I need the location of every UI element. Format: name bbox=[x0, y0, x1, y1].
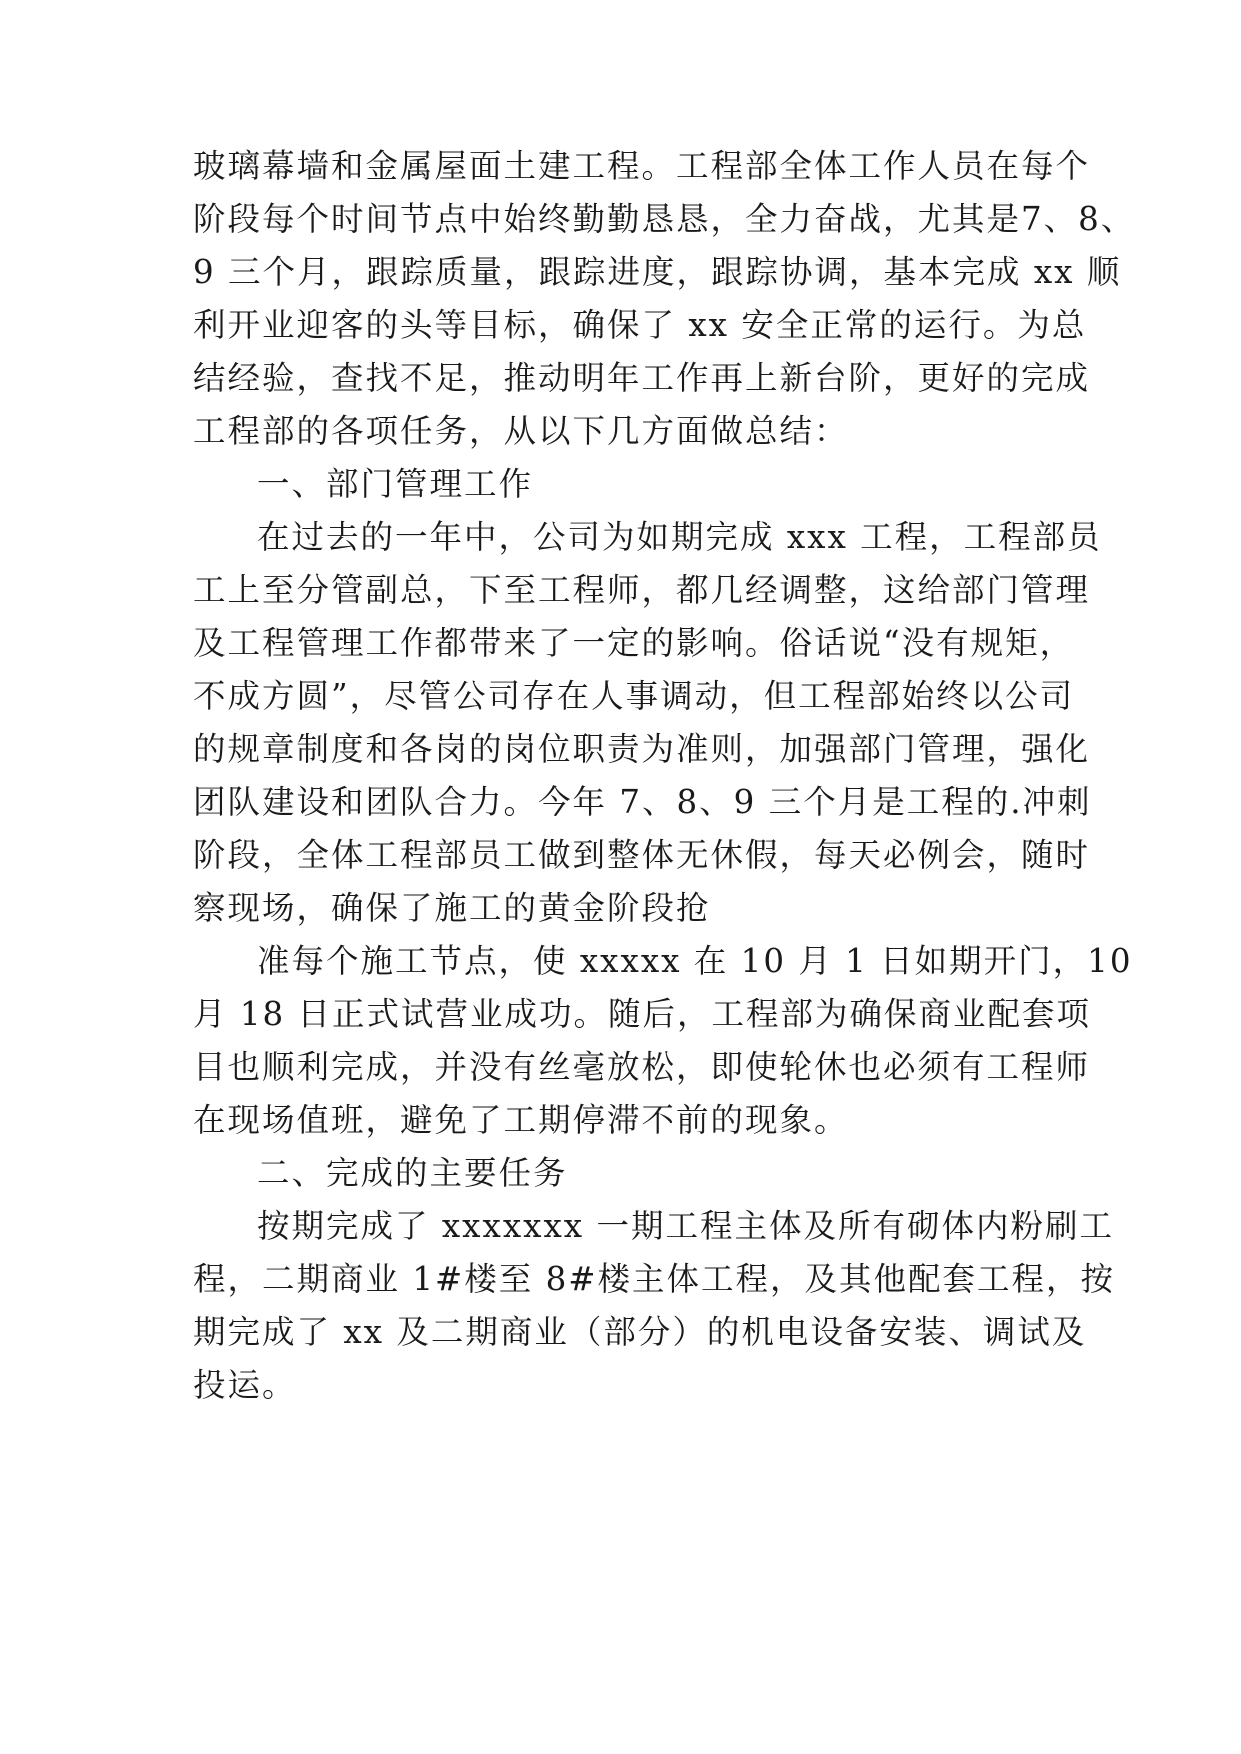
text-line: 察现场，确保了施工的黄金阶段抢 bbox=[193, 889, 711, 927]
text-line: 阶段每个时间节点中始终勤勤恳恳，全力奋战，尤其是7、8、 bbox=[193, 200, 1136, 238]
text-line: 的规章制度和各岗的岗位职责为准则，加强部门管理，强化 bbox=[193, 730, 1091, 768]
text-line: 在现场值班，避免了工期停滞不前的现象。 bbox=[193, 1101, 849, 1139]
text-line: 不成方圆”，尽管公司存在人事调动，但工程部始终以公司 bbox=[193, 677, 1075, 715]
text-line: 程，二期商业 1#楼至 8#楼主体工程，及其他配套工程，按 bbox=[193, 1260, 1115, 1298]
text-line: 准每个施工节点，使 xxxxx 在 10 月 1 日如期开门，10 bbox=[257, 942, 1133, 980]
text-line: 利开业迎客的头等目标，确保了 xx 安全正常的运行。为总 bbox=[193, 306, 1087, 344]
text-line: 投运。 bbox=[193, 1366, 297, 1404]
text-line: 在过去的一年中，公司为如期完成 xxx 工程，工程部员 bbox=[257, 518, 1102, 556]
text-line: 期完成了 xx 及二期商业（部分）的机电设备安装、调试及 bbox=[193, 1313, 1087, 1351]
section-heading: 一、部门管理工作 bbox=[257, 465, 534, 503]
text-line: 工上至分管副总，下至工程师，都几经调整，这给部门管理 bbox=[193, 571, 1091, 609]
text-line: 工程部的各项任务，从以下几方面做总结： bbox=[193, 412, 849, 450]
section-heading: 二、完成的主要任务 bbox=[257, 1154, 568, 1192]
text-line: 团队建设和团队合力。今年 7、8、9 三个月是工程的.冲刺 bbox=[193, 783, 1092, 821]
text-line: 按期完成了 xxxxxxx 一期工程主体及所有砌体内粉刷工 bbox=[257, 1207, 1114, 1245]
text-line: 目也顺利完成，并没有丝毫放松，即使轮休也必须有工程师 bbox=[193, 1048, 1091, 1086]
text-line: 月 18 日正式试营业成功。随后，工程部为确保商业配套项 bbox=[193, 995, 1092, 1033]
text-line: 结经验，查找不足，推动明年工作再上新台阶，更好的完成 bbox=[193, 359, 1091, 397]
text-line: 9 三个月，跟踪质量，跟踪进度，跟踪协调，基本完成 xx 顺 bbox=[193, 253, 1122, 291]
text-line: 阶段，全体工程部员工做到整体无休假，每天必例会，随时 bbox=[193, 836, 1091, 874]
text-line: 玻璃幕墙和金属屋面土建工程。工程部全体工作人员在每个 bbox=[193, 147, 1091, 185]
text-line: 及工程管理工作都带来了一定的影响。俗话说“没有规矩， bbox=[193, 624, 1075, 662]
